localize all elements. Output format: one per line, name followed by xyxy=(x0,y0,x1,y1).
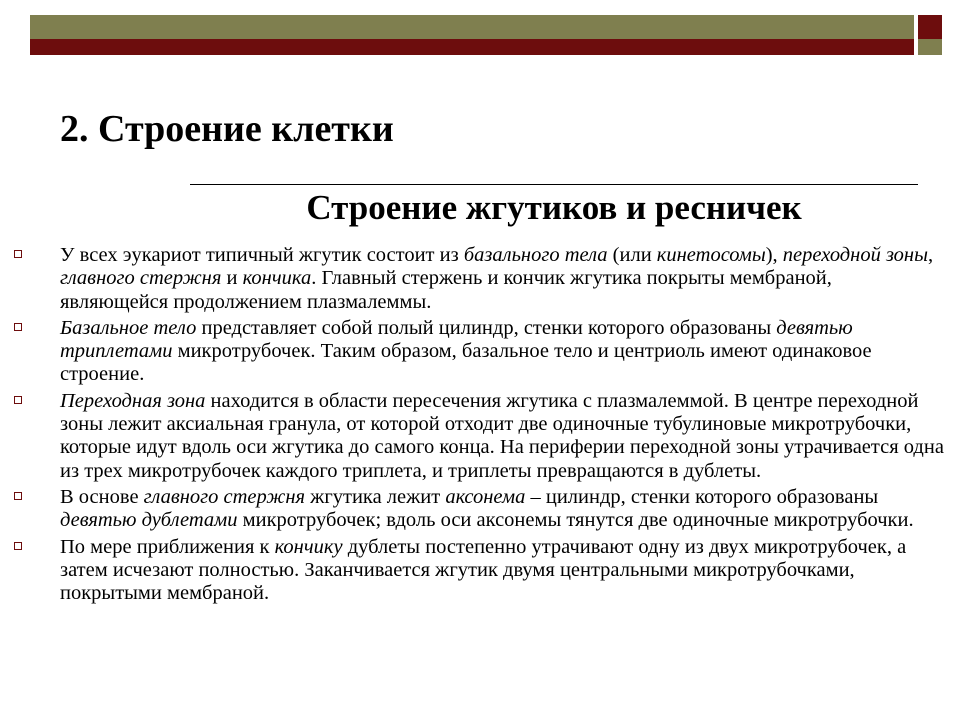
bullet-text: и xyxy=(221,267,243,290)
bullet-term: главного стержня xyxy=(60,267,222,290)
square-bullet-icon xyxy=(14,492,22,500)
header-bar-olive xyxy=(30,15,914,39)
bullet-text: , xyxy=(928,244,934,266)
bullet-term: кончику xyxy=(274,535,343,558)
subtitle-divider xyxy=(190,184,918,185)
bullet-term: переходной зоны xyxy=(782,244,928,266)
square-bullet-icon xyxy=(14,250,22,258)
slide-title: 2. Строение клетки xyxy=(60,108,394,150)
bullet-text: По мере приближения к xyxy=(60,535,275,558)
bullet-term: базального тела xyxy=(463,244,608,266)
header-bar-maroon xyxy=(30,39,914,55)
bullet-text: микротрубочек. Таким образом, базальное тело и центриоль имеют одинаковое строение. xyxy=(60,340,872,386)
bullet-text: . Главный стержень и кончик жгутика покрыты мембраной, являющейся продолжением плазмалеммы. xyxy=(60,267,832,313)
bullet-text: (или xyxy=(607,244,657,266)
square-bullet-icon xyxy=(14,542,22,550)
header-corner-square-maroon xyxy=(918,15,942,39)
bullet-text: У всех эукариот типичный жгутик состоит из xyxy=(60,244,464,266)
bullet-item xyxy=(14,244,944,314)
bullet-term: девятью дублетами xyxy=(60,509,238,532)
bullet-text: микротрубочек; вдоль оси аксонемы тянутся две одиночные микротрубочки. xyxy=(237,509,914,532)
bullet-item xyxy=(14,390,944,483)
bullet-text: ), xyxy=(765,244,783,266)
bullet-text: дублеты постепенно утрачивают одну из двух микротрубочек, а затем исчезают полностью. Заканчивается жгутик двумя центральными микротрубочками, покрытыми мембраной. xyxy=(60,535,907,605)
bullet-term: кинетосомы xyxy=(656,244,766,266)
square-bullet-icon xyxy=(14,396,22,404)
bullet-term: Переходная зона xyxy=(60,389,206,412)
bullet-term: аксонема xyxy=(445,485,526,508)
bullet-item xyxy=(14,317,944,387)
bullet-text: В основе xyxy=(60,485,144,508)
slide-subtitle: Строение жгутиков и ресничек xyxy=(306,188,802,227)
square-bullet-icon xyxy=(14,323,22,331)
bullet-term: кончика xyxy=(242,267,312,290)
bullet-item xyxy=(14,536,944,606)
bullet-term: главного стержня xyxy=(143,485,306,508)
bullet-term: девятью триплетами xyxy=(60,316,853,363)
bullet-text: находится в области пересечения жгутика с плазмалеммой. В центре переходной зоны лежит аксиальная гранула, от которой отходит две одиночные тубулиновые микротрубочки, которые идут вдоль оси жгутика до самого конца. На периферии переходной зоны утрачивается одна из трех микротрубочек каждого триплета, и триплеты превращаются в дублеты. xyxy=(60,389,944,482)
bullet-item xyxy=(14,486,944,533)
bullet-list xyxy=(14,244,944,608)
bullet-text: представляет собой полый цилиндр, стенки которого образованы xyxy=(196,316,777,339)
bullet-term: Базальное тело xyxy=(60,316,197,339)
bullet-text: жгутика лежит xyxy=(305,485,446,508)
bullet-text: – цилиндр, стенки которого образованы xyxy=(525,485,879,508)
header-corner-square-olive xyxy=(918,39,942,55)
